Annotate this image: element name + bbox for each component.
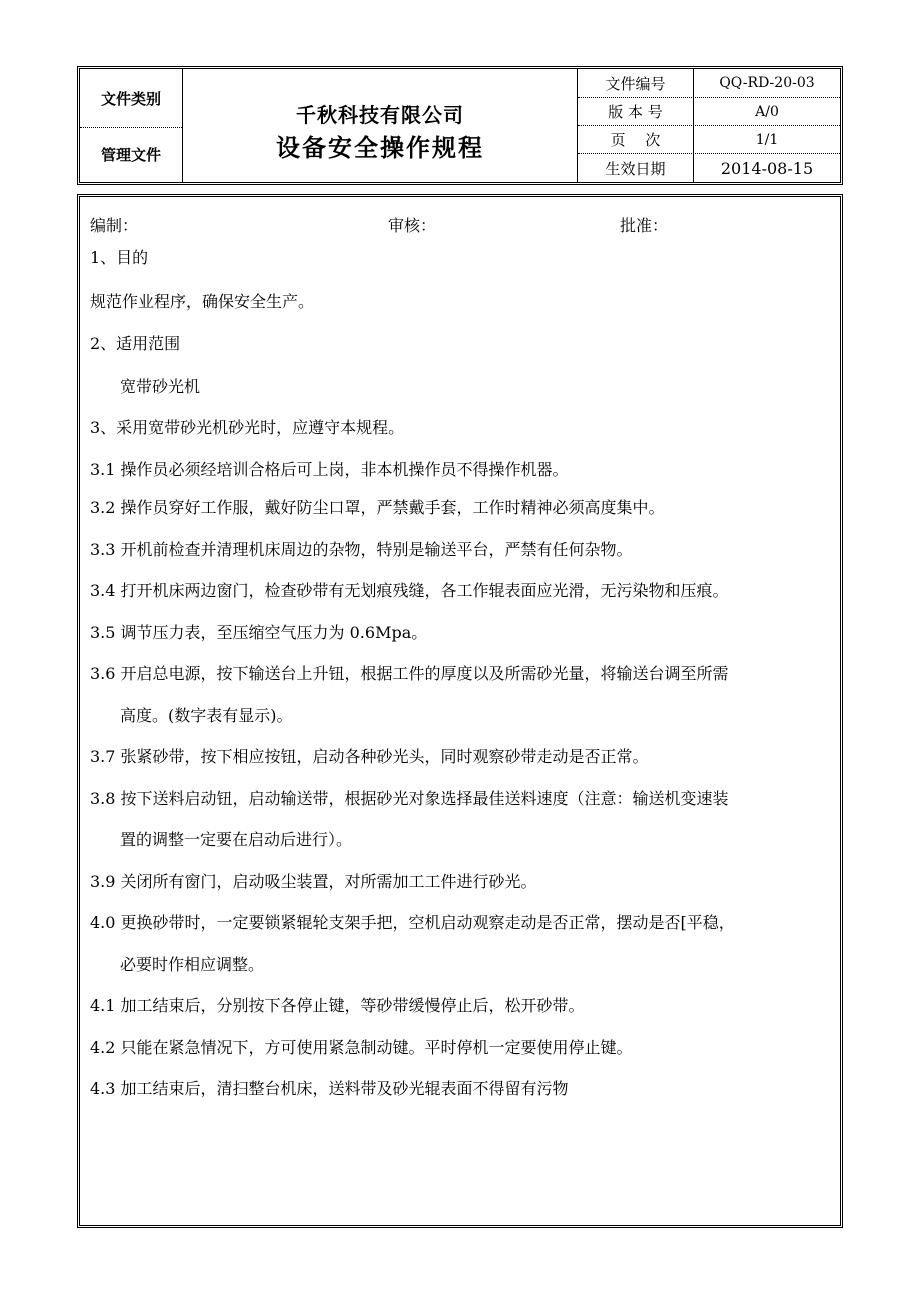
document-title: 设备安全操作规程 — [276, 134, 484, 162]
list-item: 3.6 开启总电源，按下输送台上升钮，根据工件的厚度以及所需砂光量，将输送台调至所需 — [90, 664, 729, 683]
list-item: 3.4 打开机床两边窗门，检查砂带有无划痕残缝，各工作辊表面应光滑，无污染物和压痕。 — [90, 581, 729, 600]
field-label: 版 本 号 — [578, 98, 694, 125]
category-label: 文件类别 — [80, 69, 182, 128]
company-name: 千秋科技有限公司 — [296, 103, 464, 127]
paragraph: 规范作业程序，确保安全生产。 — [90, 292, 315, 311]
list-item: 3.5 调节压力表，至压缩空气压力为 0.6Mpa。 — [90, 623, 428, 642]
field-value: QQ-RD-20-03 — [719, 75, 815, 91]
approved-by-label: 批准： — [620, 216, 669, 235]
list-item: 3.8 按下送料启动钮，启动输送带，根据砂光对象选择最佳送料速度（注意：输送机变速装 — [90, 789, 729, 808]
section-heading: 2、适用范围 — [90, 334, 181, 353]
list-item-continuation: 高度。(数字表有显示)。 — [120, 706, 293, 725]
title-block — [183, 69, 578, 182]
list-item: 3.1 操作员必须经培训合格后可上岗，非本机操作员不得操作机器。 — [90, 460, 569, 479]
list-item: 3.3 开机前检查并清理机床周边的杂物，特别是输送平台，严禁有任何杂物。 — [90, 540, 633, 559]
field-value: 1/1 — [755, 131, 779, 148]
category-column — [80, 69, 183, 182]
field-doc-number — [578, 69, 840, 98]
prepared-by-label: 编制： — [90, 216, 139, 235]
field-page — [578, 126, 840, 154]
field-label: 生效日期 — [578, 154, 694, 182]
field-label: 页 次 — [578, 126, 694, 153]
field-effective-date — [578, 154, 840, 182]
category-value: 管理文件 — [100, 146, 161, 164]
field-value: A/0 — [755, 103, 779, 120]
list-item: 3.7 张紧砂带，按下相应按钮，启动各种砂光头，同时观察砂带走动是否正常。 — [90, 747, 649, 766]
field-version — [578, 98, 840, 126]
paragraph: 宽带砂光机 — [120, 377, 201, 396]
reviewed-by-label: 审核： — [388, 216, 437, 235]
meta-fields — [578, 69, 840, 182]
document-body — [77, 194, 843, 1228]
list-item-continuation: 必要时作相应调整。 — [120, 955, 265, 974]
list-item: 4.1 加工结束后，分别按下各停止键，等砂带缓慢停止后，松开砂带。 — [90, 996, 585, 1015]
section-heading: 3、采用宽带砂光机砂光时，应遵守本规程。 — [90, 418, 405, 437]
list-item: 3.2 操作员穿好工作服，戴好防尘口罩，严禁戴手套，工作时精神必须高度集中。 — [90, 498, 665, 517]
list-item-continuation: 置的调整一定要在启动后进行）。 — [120, 830, 353, 849]
list-item: 3.9 关闭所有窗门，启动吸尘装置，对所需加工工件进行砂光。 — [90, 872, 537, 891]
section-heading: 1、目的 — [90, 248, 149, 267]
field-label: 文件编号 — [578, 69, 694, 97]
field-value: 2014-08-15 — [720, 158, 814, 178]
document-header — [77, 66, 843, 185]
list-item: 4.0 更换砂带时，一定要锁紧辊轮支架手把，空机启动观察走动是否正常，摆动是否[平稳， — [90, 913, 735, 932]
list-item: 4.2 只能在紧急情况下，方可使用紧急制动键。平时停机一定要使用停止键。 — [90, 1038, 633, 1057]
list-item: 4.3 加工结束后，清扫整台机床，送料带及砂光辊表面不得留有污物 — [90, 1079, 569, 1098]
